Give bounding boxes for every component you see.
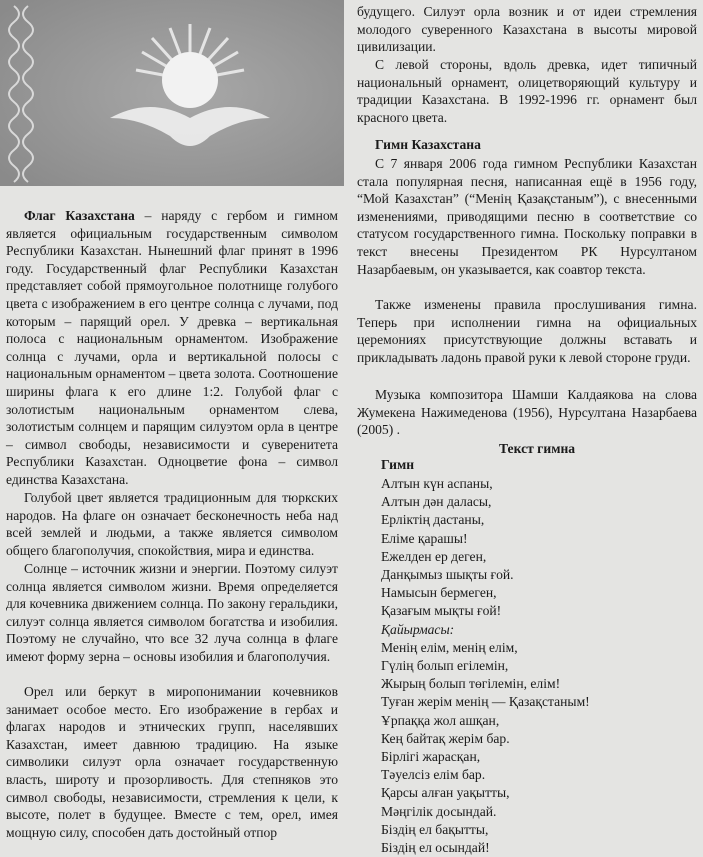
- refrain-label: Қайырмасы:: [381, 621, 455, 637]
- anthem-history-paragraph: С 7 января 2006 года гимном Республики Казахстан стала популярная песня, написанная ещё в 1956 году, “Мой Казахстан” (“Менің Қазақстаным”), с внесенными изменениями, приводящими песню в соответствие со статусом государственного гимна. Поскольку поправки в текст внесены Президентом РК Нурсултаном Назарбаевым, он указывается, как соавтор текста.: [357, 156, 697, 277]
- hymn-line: Алтын дән даласы,: [381, 494, 492, 510]
- blue-color-paragraph: Голубой цвет является традиционным для тюркских народов. На флаге он означает бесконечность неба над всей землей и людьми, а также является символом общего благополучия, спокойствия, мира и единства.: [6, 490, 338, 558]
- hymn-line: Біздің ел осындай!: [381, 840, 490, 856]
- ornament-paragraph: С левой стороны, вдоль древка, идет типичный национальный орнамент, олицетворяющий культуру и традиции Казахстана. В 1992-1996 гг. орнамент был красного цвета.: [357, 57, 697, 125]
- anthem-rules-paragraph: Также изменены правила прослушивания гимна. Теперь при исполнении гимна на официальных церемониях присутствующие должны вставать и прикладывать ладонь правой руки к левой стороне груди.: [357, 297, 697, 365]
- flag-text: – наряду с гербом и гимном является официальным государственным символом Республики Казахстан. Нынешний флаг принят в 1996 году. Государственный флаг Республики Казахстан представляет собой прямоугольное полотнище голубого цвета с изображением в его центре солнца с лучами, под которым – парящий орел. У древка – вертикальная полоса с национальным орнаментом. Изображение солнца с лучами, орла и вертикальной полосы с национальным орнаментом – цвета золота. Соотношение ширины флага к его длине 1:2. Голубой флаг с золотистым национальным орнаментом слева, золотистым солнцем и парящим силуэтом орла в центре – символ свободы, независимости и суверенитета Республики Казахстан. Одноцветие фона – символ единства Казахстана.: [6, 208, 338, 487]
- flag-description: [6, 207, 338, 489]
- hymn-line: Бірлігі жарасқан,: [381, 749, 481, 765]
- anthem-heading: Гимн Казахстана: [375, 137, 481, 152]
- hymn-line: Менің елім, менің елім,: [381, 639, 518, 655]
- eagle-continued-paragraph: будущего. Силуэт орла возник и от идеи стремления молодого суверенного Казахстана в высоты мировой цивилизации.: [357, 4, 697, 55]
- hymn-line: Тәуелсіз елім бар.: [381, 767, 486, 783]
- hymn-line: Мәңгілік досындай.: [381, 803, 497, 819]
- hymn-line: Жырың болып төгілемін, елім!: [381, 676, 561, 692]
- anthem-text-heading: Текст гимна: [499, 441, 576, 456]
- hymn-line: Гүлің болып егілемін,: [381, 658, 509, 674]
- hymn-line: Біздің ел бақытты,: [381, 821, 489, 837]
- hymn-line: Ұрпаққа жол ашқан,: [381, 712, 500, 728]
- eagle-paragraph: Орел или беркут в миропонимании кочевников занимает особое место. Его изображение в гербах и флагах народов и этнических групп, населявших Казахстан, имеет давнюю традицию. На языке символики силуэт орла означает государственную власть, широту и прозорливость. Для степняков это символ свободы, независимости, стремления к цели, к высоте, полет в будущее. Вместе с тем, орел, имея мощную силу, способен дать достойный отпор: [6, 684, 338, 840]
- hymn-line: Қарсы алған уақытты,: [381, 785, 510, 801]
- hymn-line: Туған жерім менің — Қазақстаным!: [381, 694, 590, 710]
- hymn-heading: Гимн: [381, 457, 415, 472]
- hymn-line: Данқымыз шықты ғой.: [381, 567, 514, 583]
- hymn-line: Алтын күн аспаны,: [381, 476, 493, 491]
- flag-of-kazakhstan-icon: [0, 0, 344, 186]
- sun-paragraph: Солнце – источник жизни и энергии. Поэтому силуэт солнца является символом жизни. Время определяется для кочевника движением солнца. По закону геральдики, силуэт солнца является символом богатства и изобилия. Поэтому не случайно, что все 32 луча солнца в флаге имеют форму зерна – основы изобилия и благополучия.: [6, 561, 338, 664]
- anthem-authors-paragraph: Музыка композитора Шамши Калдаякова на слова Жумекена Нажимеденова (1956), Нурсултана Назарбаева (2005) .: [357, 387, 697, 438]
- hymn-line: Ерліктің дастаны,: [381, 512, 485, 528]
- hymn-line: Қазағым мықты ғой!: [381, 603, 502, 619]
- hymn-line: Еліме қарашы!: [381, 530, 468, 546]
- hymn-line: Ежелден ер деген,: [381, 548, 487, 564]
- hymn-lyrics: [381, 475, 691, 857]
- flag-image: [0, 0, 344, 186]
- hymn-line: Намысын бермеген,: [381, 585, 497, 601]
- hymn-line: Кең байтақ жерім бар.: [381, 730, 510, 746]
- flag-term: Флаг Казахстана: [24, 208, 135, 223]
